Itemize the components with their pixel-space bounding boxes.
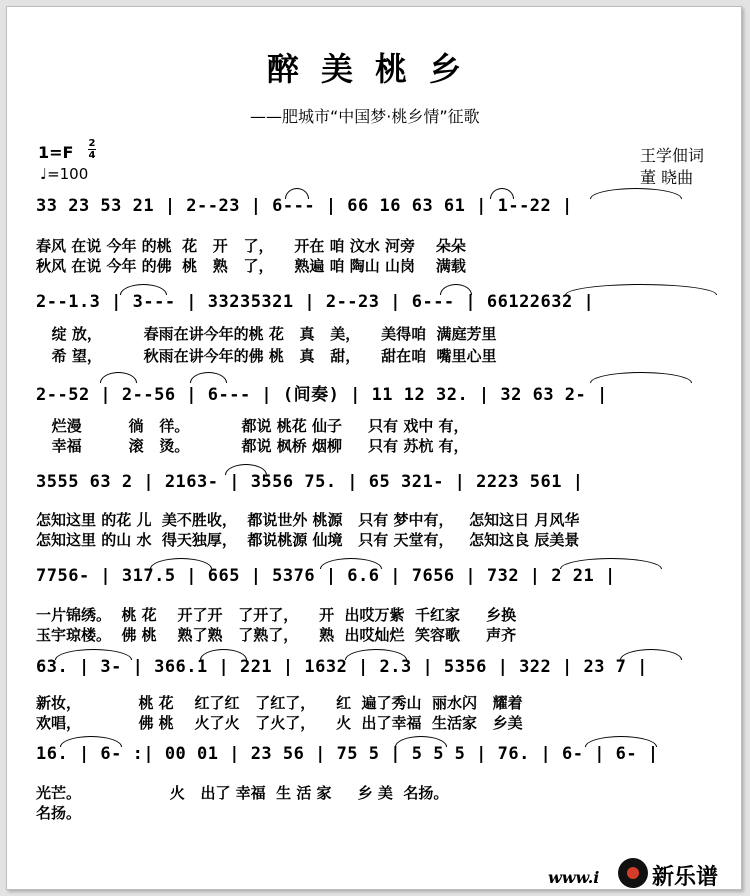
lyric-row-1-verse-1: 春风 在说 今年 的桃 花 开 了， 开在 咱 汶水 河旁 朵朵 (36, 237, 466, 255)
lyric-row-6-verse-1: 新妆， 桃 花 红了红 了红了， 红 遍了秀山 丽水闪 耀着 (36, 694, 523, 712)
notation-row-2: 2--1.3 | 3--- | 33235321 | 2--23 | 6--- | 66122632 | (36, 292, 595, 312)
time-signature (88, 139, 96, 160)
notation-row-1: 33 23 53 21 | 2--23 | 6--- | 66 16 63 61 | 1--22 | (36, 196, 573, 216)
lyric-row-4-verse-2: 怎知这里 的山 水 得天独厚， 都说桃源 仙境 只有 天堂有， 怎知这良 辰美景 (36, 531, 580, 549)
time-signature-top: 2 (88, 138, 96, 149)
lyric-row-7-verse-1: 光芒。 火 出了 幸福 生 活 家 乡 美 名扬。 (36, 784, 449, 802)
notation-row-3: 2--52 | 2--56 | 6--- | (间奏) | 11 12 32. | 32 63 2- | (36, 385, 608, 405)
watermark-brand: 新乐谱 (652, 865, 719, 890)
notation-row-4: 3555 63 2 | 2163- | 3556 75. | 65 321- | 2223 561 | (36, 472, 584, 492)
lyricist-credit: 王学佃词 (640, 146, 705, 165)
vinyl-record-icon (618, 858, 648, 888)
lyric-row-3-verse-2: 幸福 滚 烫。 都说 枫桥 烟柳 只有 苏杭 有， (36, 437, 469, 455)
lyric-row-2-verse-1: 绽 放， 春雨在讲今年的桃 花 真 美， 美得咱 满庭芳里 (36, 325, 497, 343)
lyric-row-7-verse-2: 名扬。 (36, 804, 82, 822)
lyric-row-3-verse-1: 烂漫 徜 徉。 都说 桃花 仙子 只有 戏中 有， (36, 417, 469, 435)
lyric-row-1-verse-2: 秋风 在说 今年 的佛 桃 熟 了， 熟遍 咱 陶山 山岗 满载 (36, 257, 466, 275)
notation-row-6: 63. | 3- | 366.1 | 221 | 1632 | 2.3 | 5356 | 322 | 23 7 | (36, 657, 648, 677)
lyric-row-5-verse-1: 一片锦绣。 桃 花 开了开 了开了， 开 出哎万紫 千红家 乡换 (36, 606, 517, 624)
song-subtitle: ——肥城市“中国梦·桃乡情”征歌 (250, 107, 480, 126)
notation-row-5: 7756- | 317.5 | 665 | 5376 | 6.6 | 7656 | 732 | 2 21 | (36, 566, 616, 586)
lyric-row-6-verse-2: 欢唱， 佛 桃 火了火 了火了， 火 出了幸福 生活家 乡美 (36, 714, 523, 732)
composer-credit: 董 晓曲 (640, 168, 694, 187)
notation-row-7: 16. | 6- :| 00 01 | 23 56 | 75 5 | 5 5 5 | 76. | 6- | 6- | (36, 744, 659, 764)
tempo-mark: ♩=100 (40, 165, 89, 183)
lyric-row-2-verse-2: 希 望， 秋雨在讲今年的佛 桃 真 甜， 甜在咱 嘴里心里 (36, 347, 497, 365)
watermark-url: www.i (548, 868, 600, 887)
key-signature: 1=F (38, 143, 74, 162)
lyric-row-5-verse-2: 玉宇琼楼。 佛 桃 熟了熟 了熟了， 熟 出哎灿烂 笑容歌 声齐 (36, 626, 517, 644)
lyric-row-4-verse-1: 怎知这里 的花 儿 美不胜收， 都说世外 桃源 只有 梦中有， 怎知这日 月风华 (36, 511, 580, 529)
song-title: 醉美桃乡 (266, 50, 483, 88)
time-signature-bottom: 4 (88, 150, 96, 161)
